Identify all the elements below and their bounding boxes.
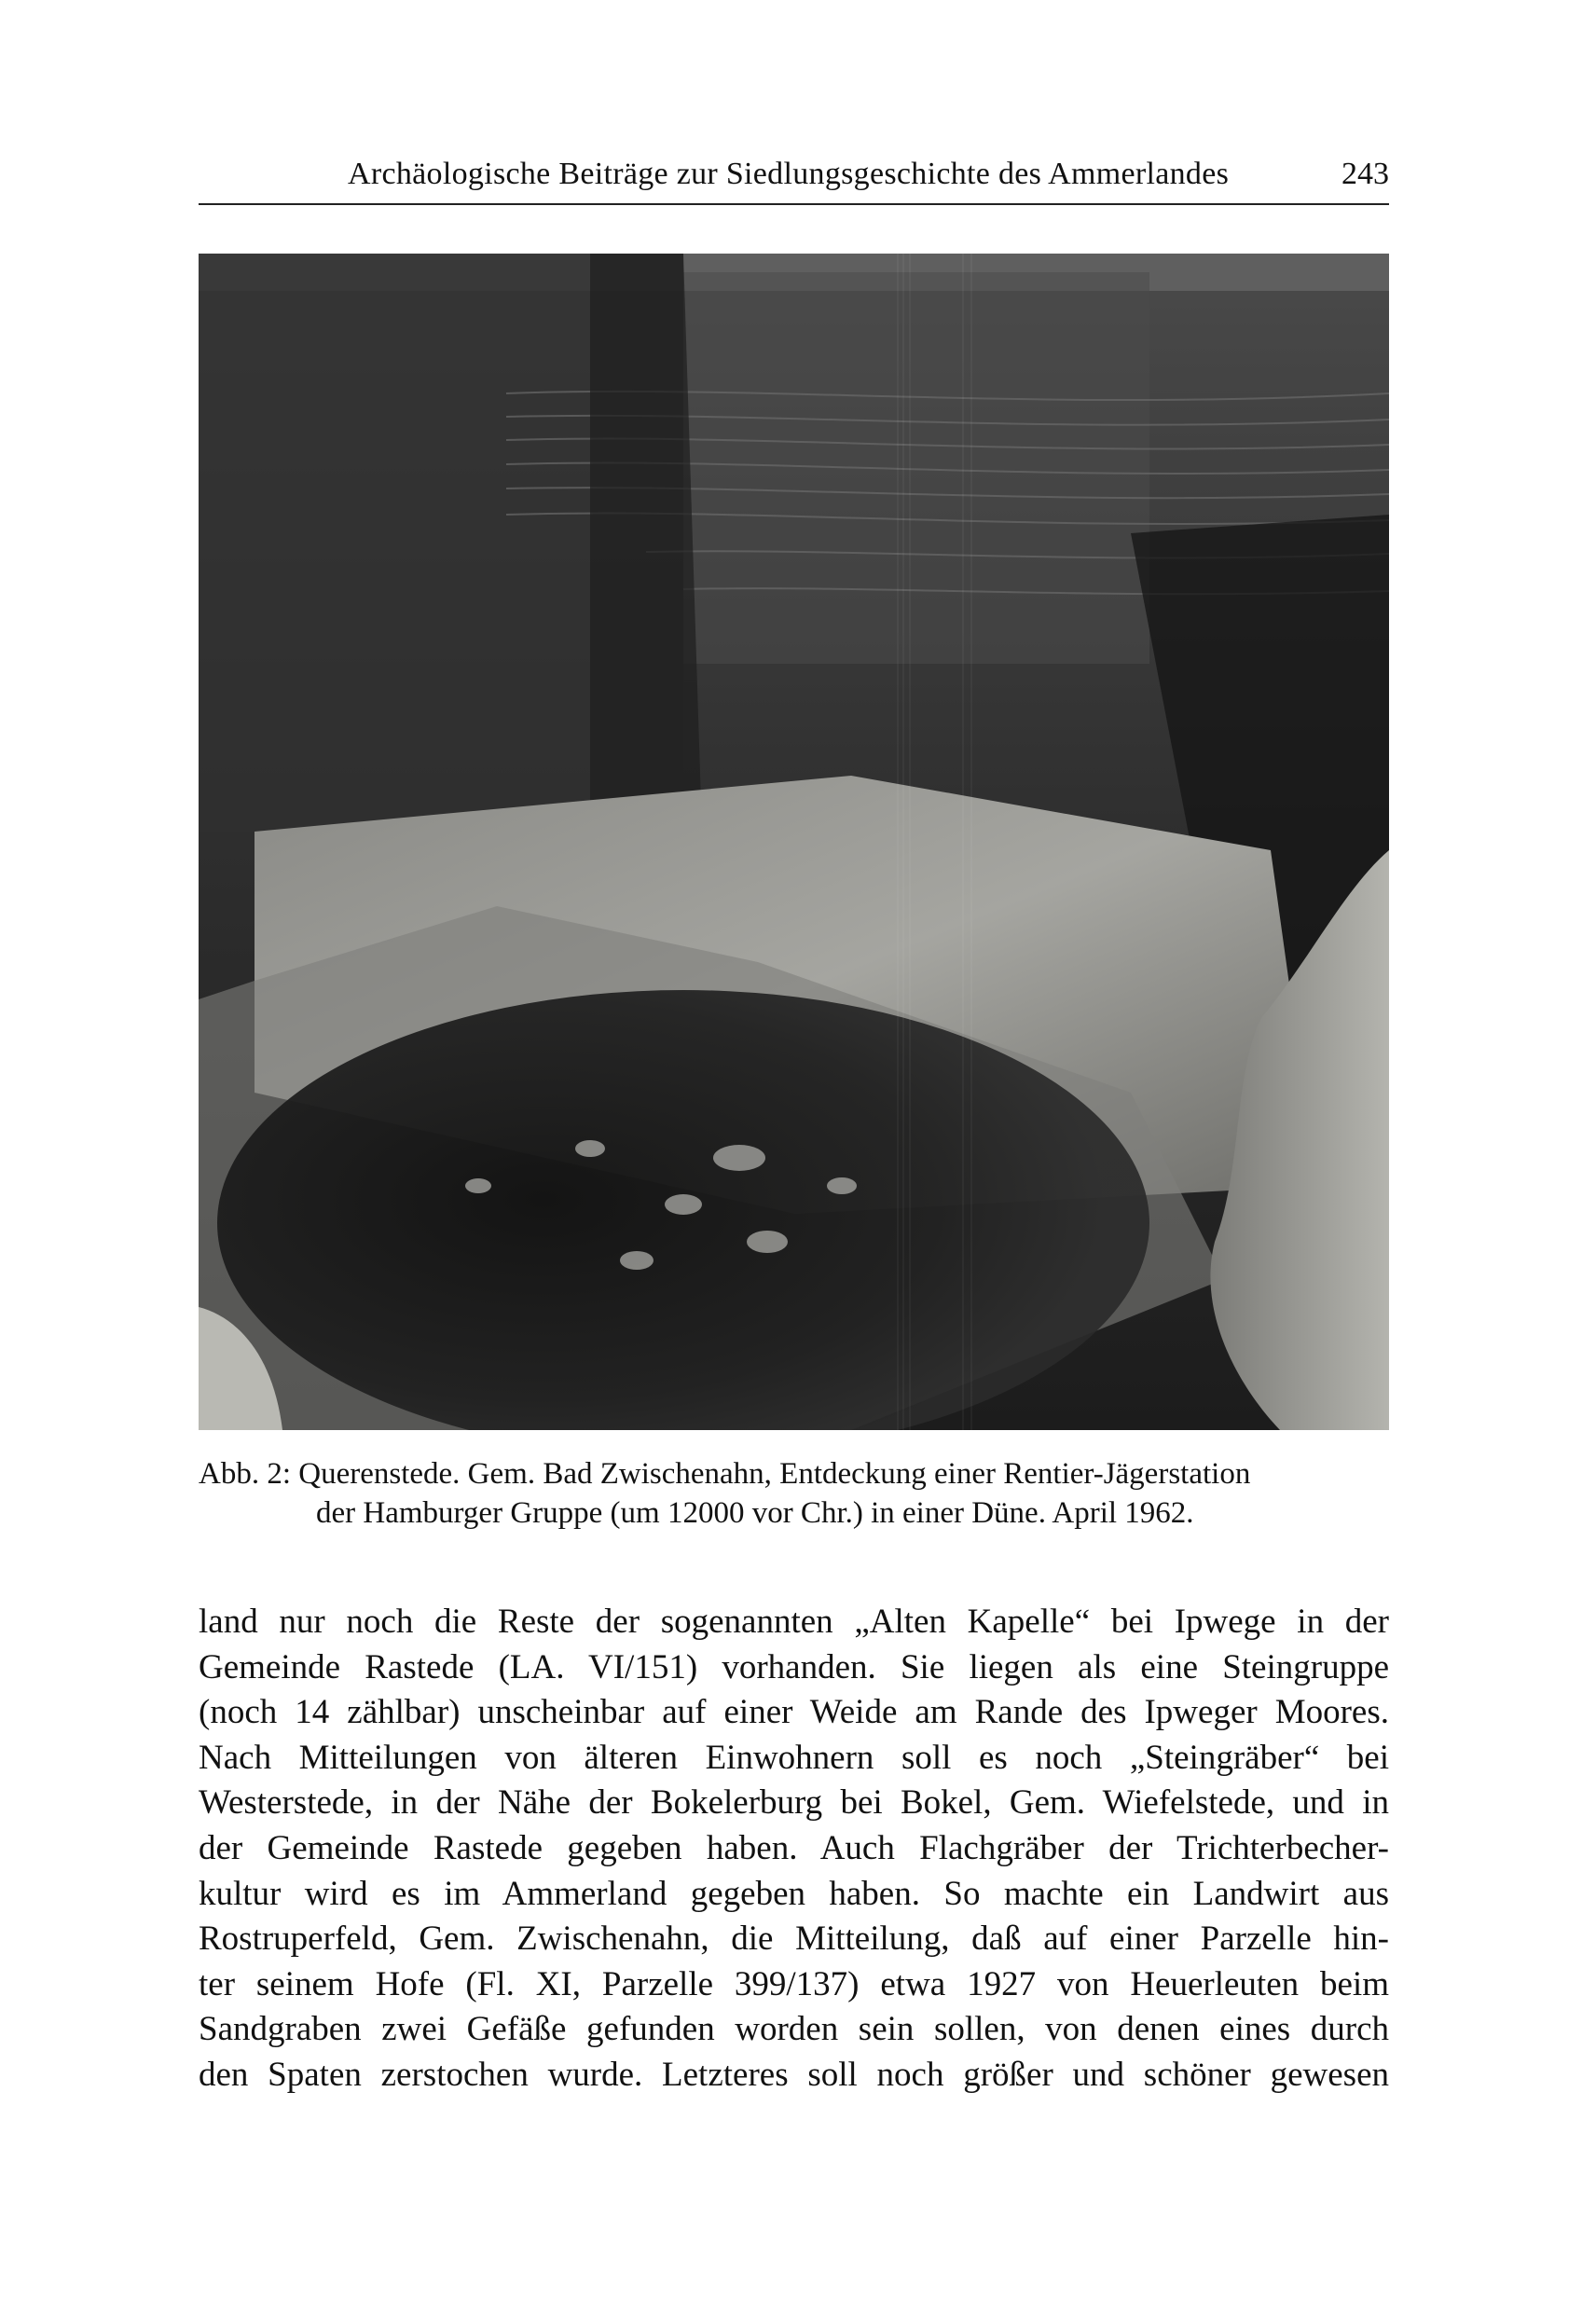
text-line: ter seinem Hofe (Fl. XI, Parzelle 399/137) etwa 1927 von Heuerleuten beim <box>199 1964 1389 2003</box>
text-line: der Gemeinde Rastede gegeben haben. Auch Flachgräber der Trichterbecher- <box>199 1828 1389 1867</box>
text-line: (noch 14 zählbar) unscheinbar auf einer Weide am Rande des Ipweger Moores. <box>199 1693 1389 1732</box>
body-text <box>199 1600 1389 2099</box>
running-head <box>199 147 1389 205</box>
figure-caption <box>199 1454 1389 1533</box>
text-line: Westerstede, in der Nähe der Bokelerburg bei Bokel, Gem. Wiefelstede, und in <box>199 1783 1389 1823</box>
text-line: Sandgraben zwei Gefäße gefunden worden sein sollen, von denen eines durch <box>199 2010 1389 2049</box>
text-line: Rostruperfeld, Gem. Zwischenahn, die Mitteilung, daß auf einer Parzelle hin- <box>199 1920 1389 1959</box>
text-line: kultur wird es im Ammerland gegeben haben. So machte ein Landwirt aus <box>199 1874 1389 1913</box>
text-line: Nach Mitteilungen von älteren Einwohnern soll es noch „Steingräber“ bei <box>199 1738 1389 1777</box>
text-line: Gemeinde Rastede (LA. VI/151) vorhanden. Sie liegen als eine Steingruppe <box>199 1647 1389 1686</box>
excavation-photo <box>199 254 1389 1430</box>
text-line: den Spaten zerstochen wurde. Letzteres soll noch größer und schöner gewesen <box>199 2055 1389 2094</box>
caption-line: Abb. 2: Querenstede. Gem. Bad Zwischenahn, Entdeckung einer Rentier-Jägerstation <box>199 1457 1251 1491</box>
text-line: land nur noch die Reste der sogenannten „Alten Kapelle“ bei Ipwege in der <box>199 1603 1389 1641</box>
caption-line: der Hamburger Gruppe (um 12000 vor Chr.) in einer Düne. April 1962. <box>316 1496 1194 1530</box>
excavation-photo-image <box>199 254 1389 1430</box>
running-title: Archäologische Beiträge zur Siedlungsgeschichte des Ammerlandes <box>348 157 1230 191</box>
page-number: 243 <box>1341 157 1389 191</box>
